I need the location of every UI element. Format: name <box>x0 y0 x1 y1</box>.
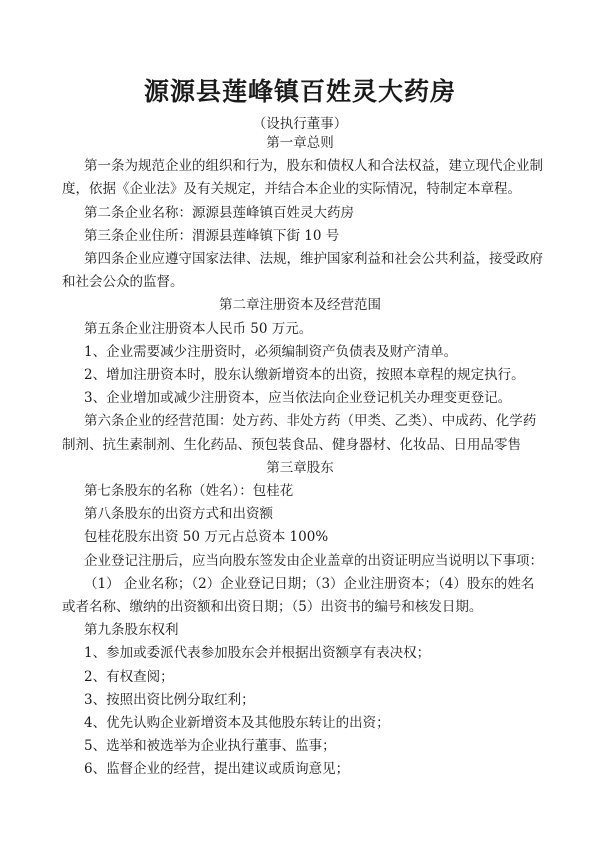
body-line: 和社会公众的监督。 <box>62 274 184 291</box>
body-line: （1） 企业名称；（2）企业登记日期；（3）企业注册资本；（4）股东的姓名 <box>84 575 535 592</box>
chapter-heading: 第一章总则 <box>266 135 334 151</box>
document-subtitle: （设执行董事） <box>252 116 348 132</box>
body-line: 或者名称、缴纳的出资额和出资日期；（5）出资书的编号和核发日期。 <box>62 599 483 615</box>
body-line: 第一条为规范企业的组织和行为，股东和债权人和合法权益，建立现代企业制 <box>84 158 543 175</box>
body-line: 4、优先认购企业新增资本及其他股东转让的出资； <box>84 715 390 731</box>
body-line: 第九条股东权利 <box>84 622 179 639</box>
body-line: 3、企业增加或减少注册资本，应当依法向企业登记机关办理变更登记。 <box>84 390 512 407</box>
body-line: 2、有权查阅； <box>84 668 174 685</box>
body-line: 1、参加或委派代表参加股东会并根据出资额享有表决权； <box>84 645 431 662</box>
chapter-heading: 第二章注册资本及经营范围 <box>219 297 381 314</box>
body-line: 3、按照出资比例分取红利； <box>84 691 255 708</box>
body-line: 制剂、抗生素制剂、生化药品、预包装食品、健身器材、化妆品、日用品零售 <box>62 436 521 453</box>
document-title: 源源县莲峰镇百姓灵大药房 <box>143 77 456 106</box>
body-line: 5、选举和被选举为企业执行董事、监事； <box>84 738 336 755</box>
body-line: 度，依据《企业法》及有关规定，并结合本企业的实际情况，特制定本章程。 <box>62 181 521 198</box>
chapter-heading: 第三章股东 <box>266 459 334 476</box>
body-line: 第三条企业住所：渭源县莲峰镇下街 10 号 <box>84 227 340 244</box>
body-line: 第六条企业的经营范围：处方药、非处方药（甲类、乙类）、中成药、化学药 <box>84 413 537 430</box>
body-line: 包桂花股东出资 50 万元占总资本 100% <box>84 529 329 546</box>
body-line: 第二条企业名称：源源县莲峰镇百姓灵大药房 <box>84 204 354 221</box>
body-line: 第四条企业应遵守国家法律、法规，维护国家利益和社会公共利益，接受政府 <box>84 251 543 267</box>
body-line: 6、监督企业的经营，提出建议或质询意见； <box>84 761 350 778</box>
body-line: 第五条企业注册资本人民币 50 万元。 <box>84 320 313 337</box>
body-line: 1、企业需要减少注册资时，必须编制资产负债表及财产清单。 <box>84 343 458 360</box>
body-line: 2、增加注册资本时，股东认缴新增资本的出资，按照本章程的规定执行。 <box>84 367 525 383</box>
body-line: 企业登记注册后，应当向股东签发由企业盖章的出资证明应当说明以下事项： <box>84 552 543 569</box>
body-line: 第八条股东的出资方式和出资额 <box>84 506 273 523</box>
body-line: 第七条股东的名称（姓名）：包桂花 <box>84 483 294 499</box>
